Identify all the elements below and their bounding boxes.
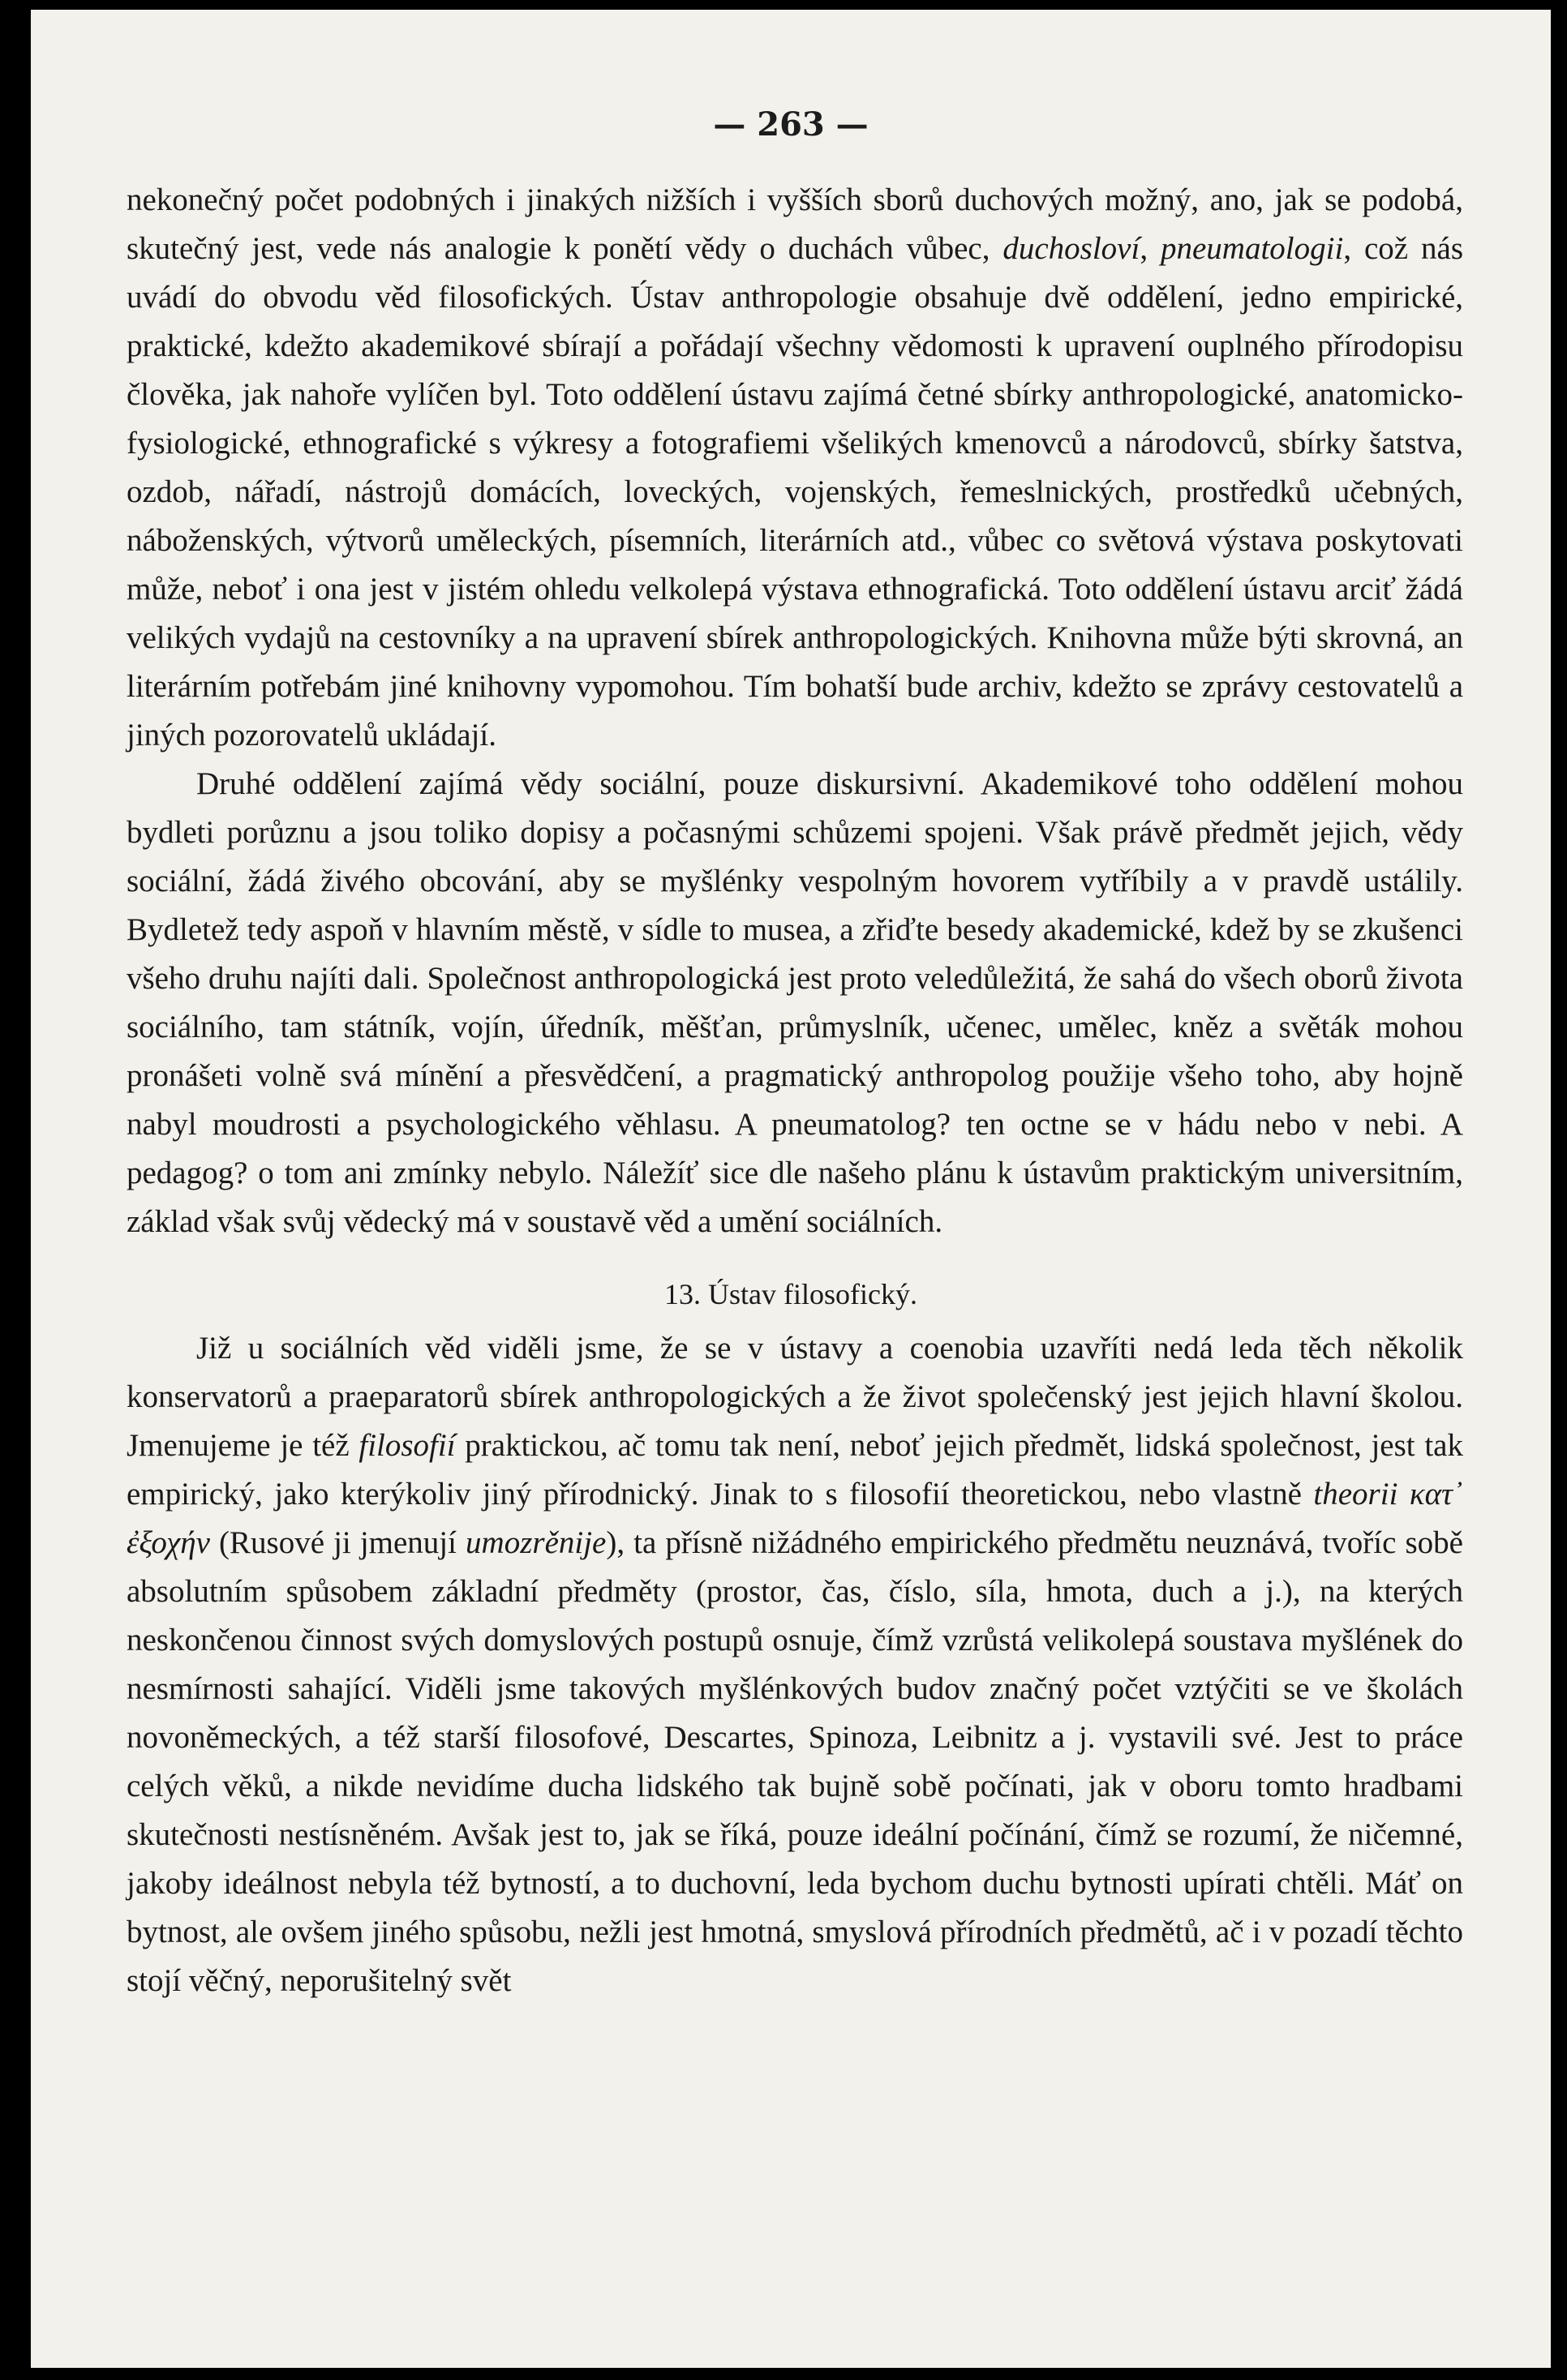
paragraph-anthropology (127, 176, 1463, 760)
paragraph-text: ), ta přísně nižádného empirického předmětu neuznává, tvoříc sobě absolutním spůsobem základní předměty (prostor, čas, číslo, síla, hmota, duch a j.), na kterých neskončenou činnost svých domyslových postupů osnuje, čímž vzrůstá velikolepá soustava myšlének do nesmírnosti sahající. Viděli jsme takových myšlénkových budov značný počet vztýčiti se ve školách novoněmeckých, a též starší filosofové, Descartes, Spinoza, Leibnitz a j. vystavili své. Jest to práce celých věků, a nikde nevidíme ducha lidského tak bujně sobě počínati, jak v oboru tomto hradbami skutečnosti nestísněném. Avšak jest to, jak se říká, pouze ideální počínání, čímž se rozumí, že ničemné, jakoby ideálnost nebyla též bytností, a to duchovní, leda bychom duchu bytnosti upírati chtěli. Máť on bytnost, ale ovšem jiného spůsobu, nežli jest hmotná, smyslová přírodních předmětů, ač i v pozadí těchto stojí věčný, neporušitelný svět (127, 1525, 1463, 1998)
italic-term: umozrěnije (466, 1525, 607, 1560)
book-page (31, 10, 1551, 2368)
italic-term: pneumatologii (1161, 231, 1344, 266)
paragraph-text: , což nás uvádí do obvodu věd filosofických. Ústav anthropologie obsahuje dvě oddělení, jedno empirické, praktické, kdežto akademikové sbírají a pořádají všechny vědomosti k upravení ouplného přírodopisu člověka, jak nahoře vylíčen byl. Toto oddělení ústavu zajímá četné sbírky anthropologické, anatomicko-fysiologické, ethnografické s výkresy a fotografiemi všelikých kmenovců a národovců, sbírky šatstva, ozdob, nářadí, nástrojů domácích, loveckých, vojenských, řemeslnických, prostředků učebných, náboženských, výtvorů uměleckých, písemních, literárních atd., vůbec co světová výstava poskytovati může, neboť i ona jest v jistém ohledu velkolepá výstava ethnografická. Toto oddělení ústavu arciť žádá velikých vydajů na cestovníky a na upravení sbírek anthropologických. Knihovna může býti skrovná, an literárním potřebám jiné knihovny vypomohou. Tím bohatší bude archiv, kdežto se zprávy cestovatelů a jiných pozorovatelů ukládají. (127, 231, 1464, 753)
section-heading: 13. Ústav filosofický. (664, 1278, 917, 1310)
paragraph-philosophy (127, 1324, 1463, 2005)
paragraph-text: (Rusové ji jmenují (209, 1525, 466, 1560)
text-block-lower (127, 1324, 1463, 2005)
italic-term: duchosloví (1002, 231, 1140, 266)
paragraph-text: praktickou, ač tomu tak není, neboť jejich předmět, lidská společnost, jest tak empirický, jako kterýkoliv jiný přírodnický. Jinak to s filosofií theoretickou, nebo vlastně (127, 1428, 1463, 1512)
italic-term: theorii κατ᾿ ἐξοχήν (127, 1477, 1463, 1560)
paragraph-text: nekonečný počet podobných i jinakých nižších i vyšších sborů duchových možný, ano, jak se podobá, skutečný jest, vede nás analogie k ponětí vědy o duchách vůbec, (127, 182, 1463, 266)
paragraph-social-sciences: Druhé oddělení zajímá vědy sociální, pouze diskursivní. Akademikové toho oddělení mohou bydleti porůznu a jsou toliko dopisy a počasnými schůzemi spojeni. Však právě předmět jejich, vědy sociální, žádá živého obcování, aby se myšlénky vespolným hovorem vytříbily a v pravdě ustálily. Bydletež tedy aspoň v hlavním městě, v sídle to musea, a zřiďte besedy akademické, kdež by se zkušenci všeho druhu najíti dali. Společnost anthropologická jest proto veledůležitá, že sahá do všech oborů života sociálního, tam státník, vojín, úředník, měšťan, průmyslník, učenec, umělec, kněz a světák mohou pronášeti volně svá mínění a přesvědčení, a pragmatický anthropolog použije všeho toho, aby hojně nabyl moudrosti a psychologického věhlasu. A pneumatolog? ten octne se v hádu nebo v nebi. A pedagog? o tom ani zmínky nebylo. Náležíť sice dle našeho plánu k ústavům praktickým universitním, základ však svůj vědecký má v soustavě věd a umění sociálních. (127, 766, 1463, 1239)
text-block-upper (127, 176, 1463, 1246)
page-number: — 263 — (713, 105, 869, 144)
paragraph-text: , (1140, 231, 1161, 266)
paragraph-text: Již u sociálních věd viděli jsme, že se v ústavy a coenobia uzavříti nedá leda těch několik konservatorů a praeparatorů sbírek anthropologických a že život společenský jest jejich hlavní školou. Jmenujeme je též (127, 1331, 1463, 1463)
italic-term: filosofií (358, 1428, 456, 1463)
